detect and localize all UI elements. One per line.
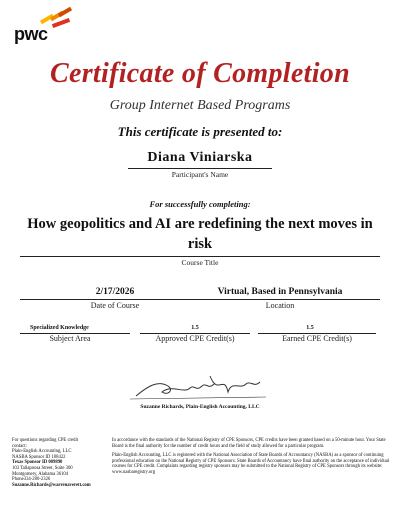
presented-to-text: This certificate is presented to: (117, 124, 283, 139)
contact-line: contact: (12, 443, 27, 449)
address-line: 103 Tallapoosa Street, Suite 300 (12, 465, 73, 471)
logo-bar-4 (58, 7, 72, 17)
earned-credits-value: 1.5 (306, 325, 314, 331)
location-label: Location (265, 301, 295, 310)
pwc-logo (14, 8, 74, 48)
course-date: 2/17/2026 (95, 287, 135, 297)
signer-name: Suzanne Richards, Plain-English Accounting, LLC (140, 404, 260, 410)
footer-notice (112, 438, 392, 480)
approved-credits-value: 1.5 (191, 325, 199, 331)
address-line: Phone334-280-2326 (12, 477, 51, 483)
contact-line: NASBA Sponsor ID 108422 (12, 454, 66, 460)
footer-contact (12, 438, 104, 488)
date-label: Date of Course (90, 301, 140, 310)
location-line (200, 299, 380, 300)
subject-area-label: Subject Area (49, 334, 91, 343)
subject-area-value: Specialized Knowledge (30, 325, 89, 331)
course-label: Course Title (181, 258, 219, 267)
participant-name: Diana Viniarska (147, 150, 253, 165)
contact-email[interactable]: Suzanne.Richards@warrenaverett.com (12, 482, 91, 488)
date-line (20, 299, 200, 300)
texas-sponsor-id: Texas Sponsor ID 009890 (12, 460, 63, 466)
contact-line: Plain-English Accounting, LLC (12, 449, 72, 455)
approved-credits-label: Approved CPE Credit(s) (155, 334, 235, 343)
logo-text: pwc (14, 24, 48, 44)
address-line: Montgomery, Alabama 36104 (12, 471, 69, 477)
participant-line (128, 168, 272, 169)
certificate-subtitle: Group Internet Based Programs (109, 98, 291, 113)
notice-paragraph-2: Plain-English Accounting, LLC is registered with the National Association of State Boards of Accountancy (NASBA) as a sponsor of continuing professional education on the National Registry of CPE Sponsors. State Boards of Accountancy have final authority on the acceptance of individual courses for CPE credit. Complaints regarding registry sponsors may be submitted to the National Registry of CPE Sponsors through its website: www.nasbaregistry.org (112, 453, 390, 475)
completing-label: For successfully completing: (149, 199, 251, 209)
course-title: How geopolitics and AI are redefining the next moves in risk (27, 216, 373, 252)
participant-label: Participant's Name (171, 170, 229, 179)
earned-credits-label: Earned CPE Credit(s) (282, 334, 352, 343)
contact-line: For questions regarding CPE credit (12, 438, 79, 443)
notice-paragraph-1: In accordance with the standards of the National Registry of CPE Sponsors, CPE credits have been granted based on a 50-minute hour. Your State Board is the final authority for the number of credit hours and the field of study allowed for a particular program. (112, 438, 386, 449)
signature-image (128, 366, 268, 404)
course-line (20, 256, 380, 257)
certificate-title: Certificate of Completion (50, 58, 350, 89)
course-location: Virtual, Based in Pennsylvania (217, 287, 343, 297)
